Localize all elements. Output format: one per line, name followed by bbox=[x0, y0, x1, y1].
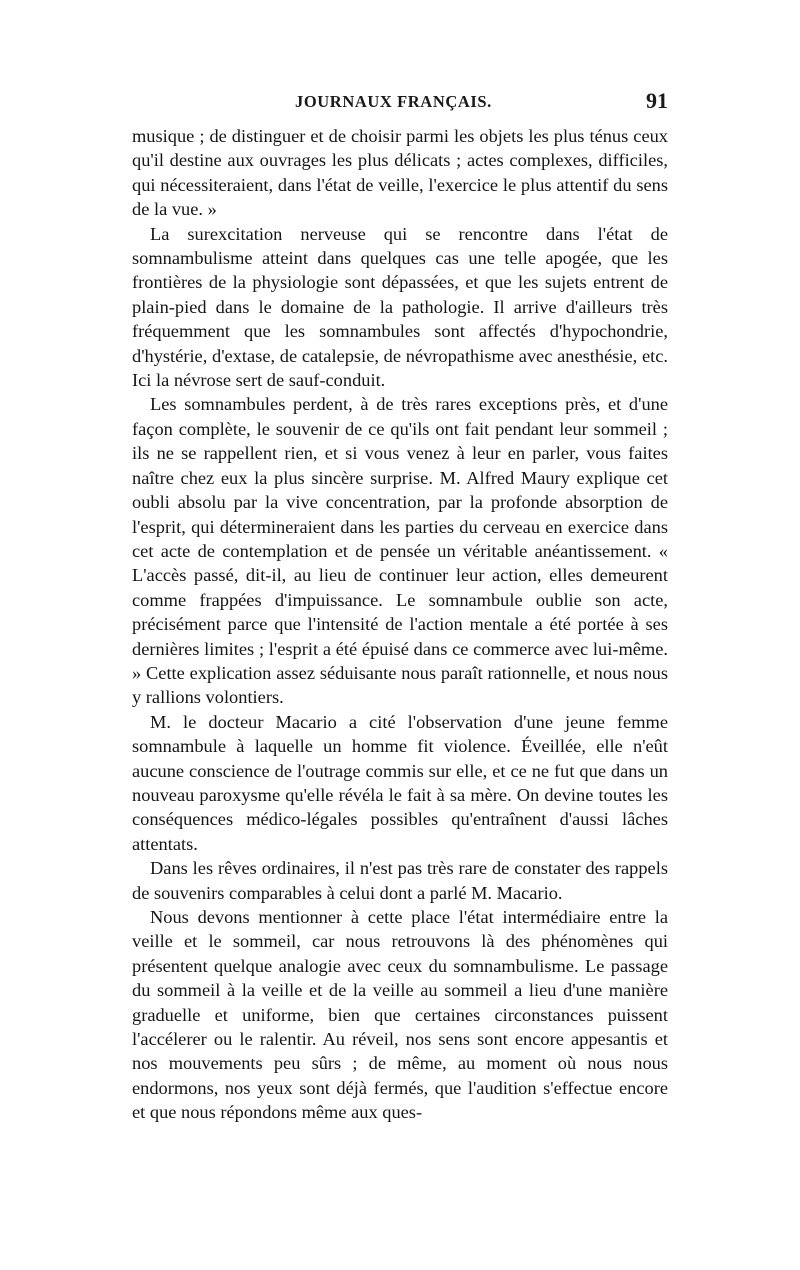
page-header bbox=[130, 88, 668, 118]
paragraph: musique ; de distinguer et de choisir parmi les objets les plus ténus ceux qu'il destine aux ouvrages les plus délicats ; actes complexes, difficiles, qui nécessiteraient, dans l'état de veille, l'exercice le plus attentif du sens de la vue. » bbox=[132, 126, 668, 220]
paragraph: La surexcitation nerveuse qui se rencontre dans l'état de somnambulisme atteint dans quelques cas une telle apogée, que les frontières de la physiologie sont dépassées, et que les sujets entrent de plain-pied dans le domaine de la pathologie. Il arrive d'ailleurs très fréquemment que les somnambules sont affectés d'hypochondrie, d'hystérie, d'extase, de catalepsie, de névropathisme avec anesthésie, etc. Ici la névrose sert de sauf-conduit. bbox=[132, 223, 668, 391]
paragraph: Les somnambules perdent, à de très rares exceptions près, et d'une façon complète, le souvenir de ce qu'ils ont fait pendant leur sommeil ; ils ne se rappellent rien, et si vous venez à leur en parler, vous faites naître chez eux la plus sincère surprise. M. Alfred Maury explique cet oubli absolu par la vive concentration, par la profonde absorption de l'esprit, qui détermineraient dans les parties du cerveau en exercice dans cet acte de contemplation et de pensée un véritable anéantissement. « L'accès passé, dit-il, au lieu de continuer leur action, elles demeurent comme frappées d'impuissance. Le somnambule oublie son acte, précisément parce que l'intensité de l'action mentale a été portée à ses dernières limites ; l'esprit a été épuisé dans ce commerce avec lui-même. » Cette explication assez séduisante nous paraît rationnelle, et nous nous y rallions volontiers. bbox=[132, 394, 668, 708]
running-head: JOURNAUX FRANÇAIS. bbox=[295, 92, 492, 111]
page-number: 91 bbox=[646, 88, 668, 113]
body-text bbox=[132, 124, 668, 1125]
paragraph: M. le docteur Macario a cité l'observation d'une jeune femme somnambule à laquelle un homme fit violence. Éveillée, elle n'eût aucune conscience de l'outrage commis sur elle, et ce ne fut que dans un nouveau paroxysme qu'elle révéla le fait à sa mère. On devine toutes les conséquences médico-légales possibles qu'entraînent d'aussi lâches attentats. bbox=[132, 711, 668, 854]
paragraph: Nous devons mentionner à cette place l'état intermédiaire entre la veille et le sommeil, car nous retrouvons là des phénomènes qui présentent quelque analogie avec ceux du somnambulisme. Le passage du sommeil à la veille et de la veille au sommeil a lieu d'une manière graduelle et uniforme, bien que certaines circonstances puissent l'accélerer ou le ralentir. Au réveil, nos sens sont encore appesantis et nos mouvements peu sûrs ; de même, au moment où nous nous endormons, nos yeux sont déjà fermés, que l'audition s'effectue encore et que nous répondons même aux ques- bbox=[132, 907, 668, 1123]
paragraph: Dans les rêves ordinaires, il n'est pas très rare de constater des rappels de souvenirs comparables à celui dont a parlé M. Macario. bbox=[132, 858, 668, 903]
